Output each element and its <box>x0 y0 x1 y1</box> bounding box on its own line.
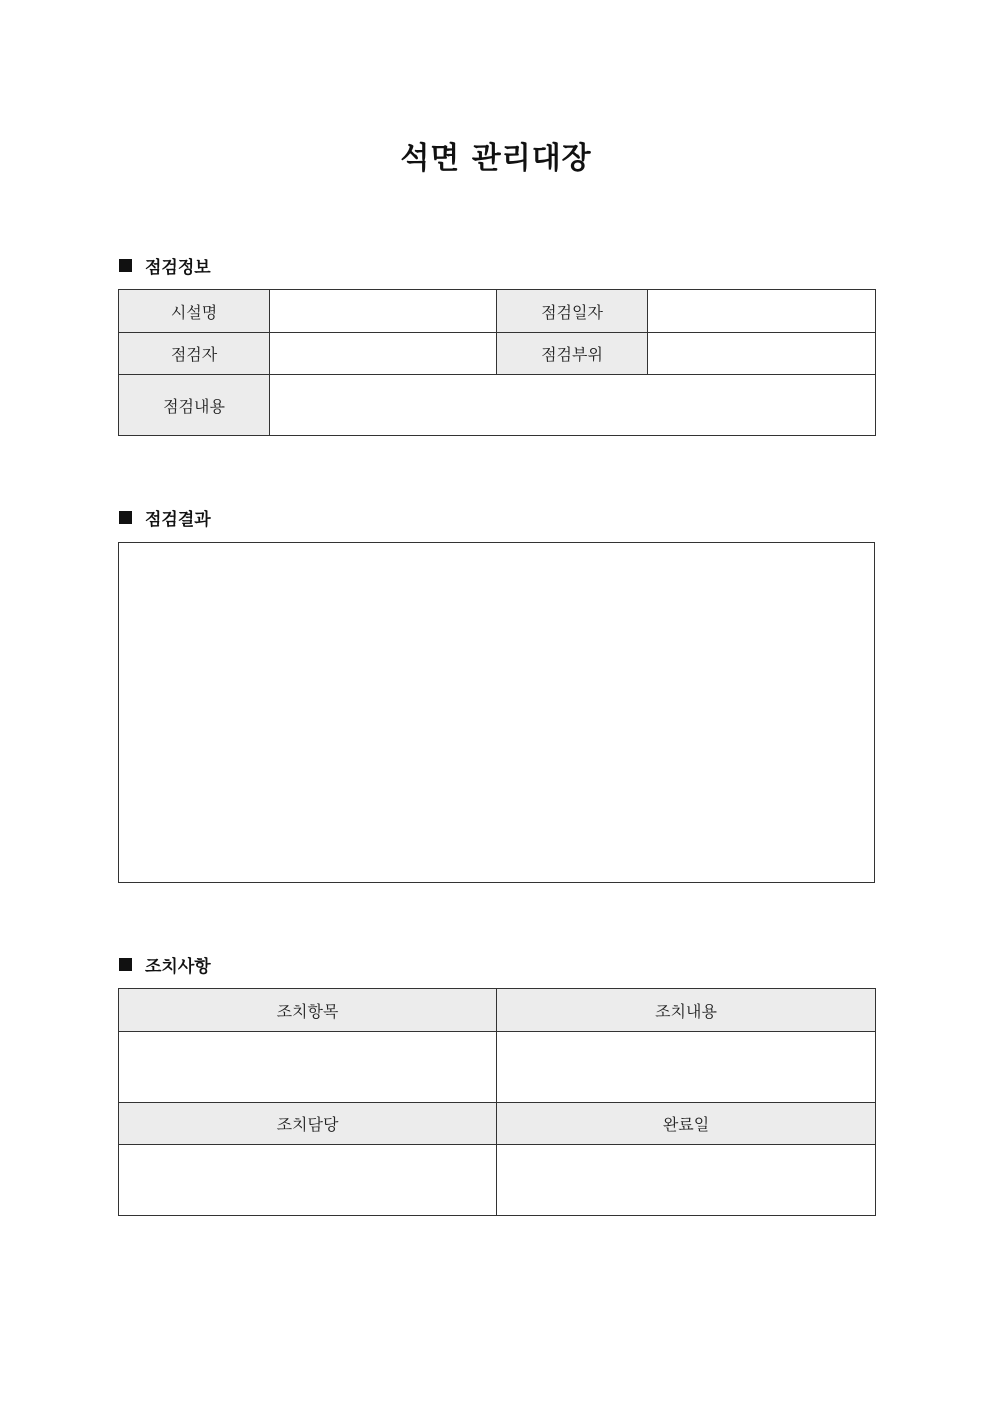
inspection-result-box[interactable] <box>118 542 875 883</box>
square-bullet-icon <box>119 958 132 971</box>
table-row <box>119 290 876 333</box>
action-manager-label: 조치담당 <box>119 1103 497 1145</box>
action-table <box>118 988 876 1216</box>
table-row <box>119 1145 876 1216</box>
completion-date-label: 완료일 <box>497 1103 876 1145</box>
table-row <box>119 1103 876 1145</box>
action-item-label: 조치항목 <box>119 989 497 1032</box>
inspection-info-table <box>118 289 876 436</box>
inspector-field[interactable] <box>270 333 497 375</box>
facility-label: 시설명 <box>119 290 270 333</box>
completion-date-field[interactable] <box>497 1145 876 1216</box>
action-item-field[interactable] <box>119 1032 497 1103</box>
facility-field[interactable] <box>270 290 497 333</box>
table-row <box>119 989 876 1032</box>
document-title: 석면 관리대장 <box>400 141 592 176</box>
section-heading-info <box>119 254 211 276</box>
table-row <box>119 1032 876 1103</box>
square-bullet-icon <box>119 259 132 272</box>
inspection-date-field[interactable] <box>648 290 876 333</box>
action-content-label: 조치내용 <box>497 989 876 1032</box>
inspection-part-label: 점검부위 <box>497 333 648 375</box>
inspection-content-label: 점검내용 <box>119 375 270 436</box>
section-heading-result <box>119 506 211 528</box>
square-bullet-icon <box>119 511 132 524</box>
section-heading-label: 조치사항 <box>145 956 211 977</box>
inspection-date-label: 점검일자 <box>497 290 648 333</box>
table-row <box>119 333 876 375</box>
action-manager-field[interactable] <box>119 1145 497 1216</box>
inspector-label: 점검자 <box>119 333 270 375</box>
section-heading-label: 점검결과 <box>145 509 211 530</box>
inspection-content-field[interactable] <box>270 375 876 436</box>
inspection-part-field[interactable] <box>648 333 876 375</box>
section-heading-action <box>119 953 211 975</box>
section-heading-label: 점검정보 <box>145 257 211 278</box>
action-content-field[interactable] <box>497 1032 876 1103</box>
table-row <box>119 375 876 436</box>
